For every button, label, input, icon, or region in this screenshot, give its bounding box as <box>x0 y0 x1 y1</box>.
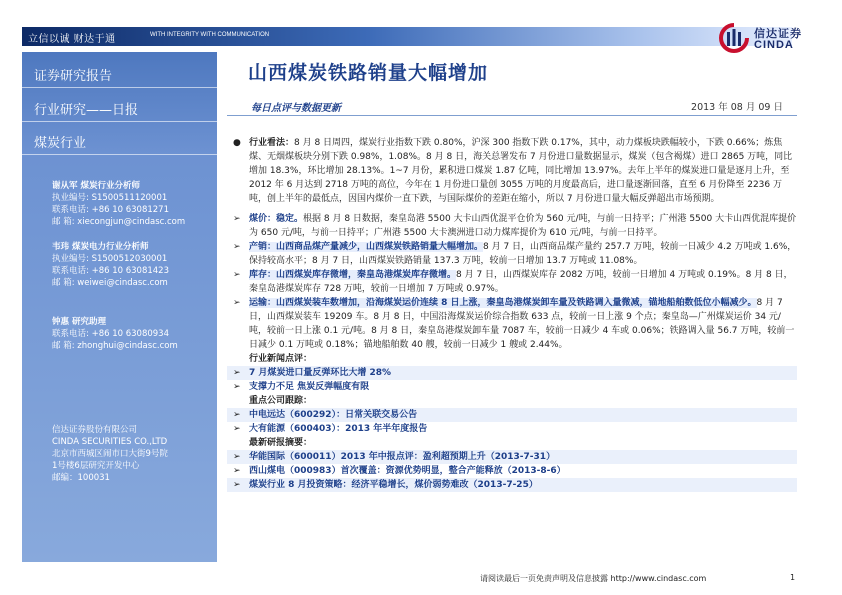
analyst-phone: 联系电话: +86 10 63081271 <box>52 205 169 215</box>
company-tracking-heading: 重点公司跟踪： <box>249 396 313 406</box>
latest-reports-heading: 最新研报摘要： <box>249 438 313 448</box>
report-link[interactable]: ➢ 煤炭行业 8 月投资策略：经济平稳增长，煤价弱势难改（2013-7-25） <box>227 478 797 492</box>
report-link[interactable]: ➢ 华能国际（600011）2013 年中报点评：盈利超预期上升（2013-7-31） <box>227 450 797 464</box>
industry-news-heading: 行业新闻点评： <box>249 354 313 364</box>
company-link[interactable]: ➢ 中电远达（600292）：日常关联交易公告 <box>227 408 797 422</box>
company-info <box>52 424 168 484</box>
report-title: 山西煤炭铁路销量大幅增加 <box>248 62 489 84</box>
analyst-license: 执业编号: S1500512030001 <box>52 254 168 264</box>
arrow-icon: ➢ <box>233 270 241 280</box>
arrow-icon: ➢ <box>233 480 241 490</box>
arrow-icon: ➢ <box>233 368 241 378</box>
analyst-card <box>52 241 169 289</box>
sidebar-block-report-category: 行业研究——日报 <box>22 92 217 122</box>
analyst-license: 执业编号: S1500511120001 <box>52 193 168 203</box>
company-name-cn: 信达证券股份有限公司 <box>52 425 138 435</box>
report-body <box>227 136 797 492</box>
analyst-card <box>52 316 178 352</box>
subtitle-bar <box>227 96 797 116</box>
disclaimer-footer[interactable]: 请阅读最后一页免责声明及信息披露 http://www.cindasc.com <box>480 574 707 583</box>
report-subtitle: 每日点评与数据更新 <box>251 103 341 114</box>
arrow-icon: ➢ <box>233 424 241 434</box>
analyst-email[interactable]: 邮 箱: zhonghui@cindasc.com <box>52 341 178 351</box>
company-link[interactable]: ➢ 大有能源（600403）：2013 年半年度报告 <box>233 424 428 434</box>
banner-motto: 立信以诚 财达于通 <box>28 34 116 45</box>
company-name-en: CINDA SECURITIES CO.,LTD <box>52 437 168 447</box>
arrow-icon: ➢ <box>233 466 241 476</box>
cinda-logo <box>718 22 808 56</box>
logo-en: CINDA <box>754 39 794 51</box>
analyst-name: 韦玮 煤炭电力行业分析师 <box>52 242 149 252</box>
analyst-email[interactable]: 邮 箱: xiecongjun@cindasc.com <box>52 217 186 227</box>
arrow-icon: ➢ <box>233 452 241 462</box>
page-number: 1 <box>790 573 796 582</box>
transport-paragraph: ➢ 运输：山西煤炭装车数增加，沿海煤炭运价连续 8 日上涨，秦皇岛港煤炭卸车量及铁路调入量微减，锚地船舶数低位小幅减少。8 月 7 日，山西煤炭装车 19209 车。8 月 8 日，中国沿海煤炭运价综合指数 633 点，较前一日上涨 9 个点；秦皇岛—广州煤炭运价 34 元/吨，较前一日上涨 0.1 元/吨。8 月 8 日，秦皇岛港煤炭卸车量 7087 车，较前一日减少 4 车或 0.06%；铁路调入量 56.7 万吨，较前一日减少 0.1 万吨或 0.18%；锚地船舶数 40 艘，较前一日减少 1 艘或 2.44%。 <box>233 298 795 350</box>
analyst-name: 钟惠 研究助理 <box>52 317 106 327</box>
production-sales-paragraph: ➢ 产销：山西商品煤产量减少，山西煤炭铁路销量大幅增加。8 月 7 日，山西商品煤产量约 257.7 万吨，较前一日减少 4.2 万吨或 1.6%，保持较高水平；8 月 7 日，山西煤炭铁路销量 137.3 万吨，较前一日增加 13.7 万吨或 11.08%。 <box>233 242 797 266</box>
news-link[interactable]: ➢ 支撑力不足 焦炭反弹幅度有限 <box>233 382 370 392</box>
report-link[interactable]: ➢ 西山煤电（000983）首次覆盖：资源优势明显，整合产能释放（2013-8-6） <box>233 466 566 476</box>
arrow-icon: ➢ <box>233 382 241 392</box>
left-sidebar <box>22 52 217 562</box>
arrow-icon: ➢ <box>233 298 241 308</box>
report-date: 2013 年 08 月 09 日 <box>691 102 783 113</box>
analyst-card <box>52 180 185 228</box>
analyst-email[interactable]: 邮 箱: weiwei@cindasc.com <box>52 278 168 288</box>
arrow-icon: ➢ <box>233 410 241 420</box>
arrow-icon: ➢ <box>233 214 241 224</box>
analyst-name: 谢从军 煤炭行业分析师 <box>52 181 140 191</box>
company-postcode: 邮编：100031 <box>52 473 110 483</box>
sidebar-block-report-type: 证券研究报告 <box>22 58 217 88</box>
sidebar-block-industry: 煤炭行业 <box>22 125 217 155</box>
analyst-phone: 联系电话: +86 10 63080934 <box>52 329 169 339</box>
arrow-icon: ➢ <box>233 242 241 252</box>
logo-cn: 信达证券 <box>754 27 802 40</box>
cinda-logo-icon <box>718 22 750 54</box>
banner-motto-en: WITH INTEGRITY WITH COMMUNICATION <box>150 32 270 38</box>
coal-price-paragraph: ➢ 煤价：稳定。根据 8 月 8 日数据，秦皇岛港 5500 大卡山西优混平仓价为 560 元/吨，与前一日持平；广州港 5500 大卡山西优混库提价为 650 元/吨，与前一日持平；广州港 5500 大卡澳洲进口动力煤库提价为 610 元/吨，与前一日持平。 <box>233 214 797 238</box>
company-address-1: 北京市西城区闹市口大街9号院 <box>52 449 168 459</box>
inventory-paragraph: ➢ 库存：山西煤炭库存微增，秦皇岛港煤炭库存微增。8 月 7 日，山西煤炭库存 2082 万吨，较前一日增加 4 万吨或 0.19%。8 月 8 日，秦皇岛港煤炭库存 728 万吨，较前一日增加 7 万吨或 0.97%。 <box>233 270 793 294</box>
top-banner <box>22 27 792 46</box>
analyst-phone: 联系电话: +86 10 63081423 <box>52 266 169 276</box>
company-address-2: 1号楼6层研究开发中心 <box>52 461 140 471</box>
news-link[interactable]: ➢ 7 月煤炭进口量反弹环比大增 28% <box>227 366 797 380</box>
industry-view-paragraph: ● 行业看法：8 月 8 日周四，煤炭行业指数下跌 0.80%，沪深 300 指数下跌 0.17%，其中，动力煤板块跌幅较小，下跌 0.66%；炼焦煤、无烟煤板块分别下跌 0.98%，1.08%。8 月 8 日，海关总署发布 7 月份进口量数据显示，煤炭（包含褐煤）进口 2865 万吨，同比增加 18.3%，环比增加 28.13%。1~7 月份，累积进口煤炭 1.87 亿吨，同比增加 13.97%。去年上半年的煤炭进口量是逐月上升，至 2012 年 6 月达到 2718 万吨的高位，今年在 1 月份进口量创 3055 万吨的月度最高后，进口量逐渐回落，直至 6 月份降至 2236 万吨，创上半年的最低点，因国内煤价一直下跌，与国际煤价的差距在缩小，所以 7 月份进口量大幅反弹超出市场预期。 <box>233 138 793 204</box>
bullet-icon: ● <box>233 138 241 148</box>
